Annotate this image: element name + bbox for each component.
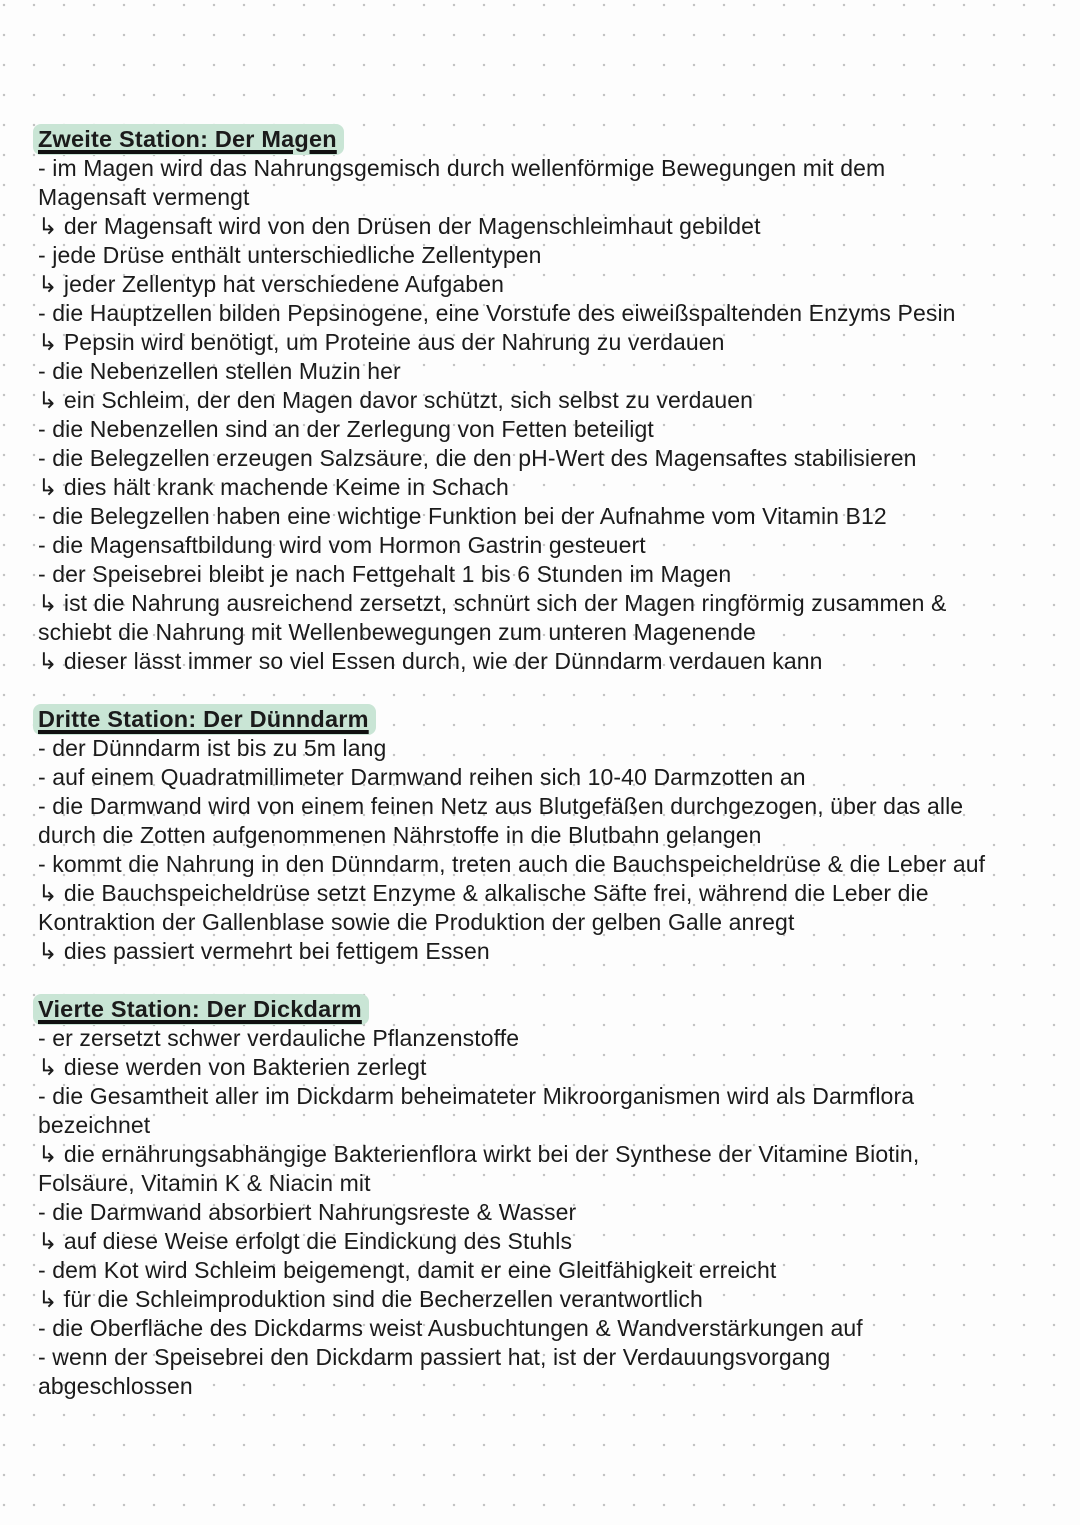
heading-highlight: Zweite Station: Der Magen — [33, 124, 344, 155]
note-line: - wenn der Speisebrei den Dickdarm passiert hat, ist der Verdauungsvorgang — [38, 1344, 831, 1370]
note-line: ↳ jeder Zellentyp hat verschiedene Aufgaben — [38, 271, 504, 297]
notes-content — [38, 125, 1052, 1401]
note-line: ↳ die Bauchspeicheldrüse setzt Enzyme & alkalische Säfte frei, während die Leber die — [38, 880, 929, 906]
section-heading-dickdarm — [38, 995, 1052, 1024]
note-line: - er zersetzt schwer verdauliche Pflanzenstoffe — [38, 1025, 520, 1051]
note-line: - die Gesamtheit aller im Dickdarm beheimateter Mikroorganismen wird als Darmflora — [38, 1083, 915, 1109]
note-line: Magensaft vermengt — [38, 184, 250, 210]
note-line: ↳ dies hält krank machende Keime in Schach — [38, 474, 509, 500]
note-line: schiebt die Nahrung mit Wellenbewegungen zum unteren Magenende — [38, 619, 756, 645]
section-dickdarm — [38, 995, 1052, 1401]
note-line: ↳ auf diese Weise erfolgt die Eindickung des Stuhls — [38, 1228, 573, 1254]
note-line: - der Speisebrei bleibt je nach Fettgehalt 1 bis 6 Stunden im Magen — [38, 561, 732, 587]
note-line: - die Nebenzellen stellen Muzin her — [38, 358, 401, 384]
note-line: - die Belegzellen haben eine wichtige Funktion bei der Aufnahme vom Vitamin B12 — [38, 503, 887, 529]
note-line: Kontraktion der Gallenblase sowie die Produktion der gelben Galle anregt — [38, 909, 795, 935]
note-line: - jede Drüse enthält unterschiedliche Zellentypen — [38, 242, 542, 268]
note-line: ↳ Pepsin wird benötigt, um Proteine aus der Nahrung zu verdauen — [38, 329, 725, 355]
note-line: ↳ die ernährungsabhängige Bakterienflora wirkt bei der Synthese der Vitamine Biotin, — [38, 1141, 920, 1167]
note-line: - die Nebenzellen sind an der Zerlegung von Fetten beteiligt — [38, 416, 654, 442]
note-line: ↳ der Magensaft wird von den Drüsen der Magenschleimhaut gebildet — [38, 213, 761, 239]
note-line: ↳ dies passiert vermehrt bei fettigem Essen — [38, 938, 490, 964]
note-line: ↳ dieser lässt immer so viel Essen durch, wie der Dünndarm verdauen kann — [38, 648, 823, 674]
note-line: - im Magen wird das Nahrungsgemisch durch wellenförmige Bewegungen mit dem — [38, 155, 886, 181]
section-magen — [38, 125, 1052, 676]
note-line: - kommt die Nahrung in den Dünndarm, treten auch die Bauchspeicheldrüse & die Leber auf — [38, 851, 986, 877]
note-line: ↳ ist die Nahrung ausreichend zersetzt, schnürt sich der Magen ringförmig zusammen & — [38, 590, 947, 616]
note-line: - der Dünndarm ist bis zu 5m lang — [38, 735, 387, 761]
note-line: - die Belegzellen erzeugen Salzsäure, die den pH-Wert des Magensaftes stabilisieren — [38, 445, 917, 471]
note-line: Folsäure, Vitamin K & Niacin mit — [38, 1170, 371, 1196]
note-line: ↳ ein Schleim, der den Magen davor schützt, sich selbst zu verdauen — [38, 387, 754, 413]
note-line: - auf einem Quadratmillimeter Darmwand reihen sich 10-40 Darmzotten an — [38, 764, 806, 790]
heading-highlight: Vierte Station: Der Dickdarm — [33, 994, 369, 1025]
heading-highlight: Dritte Station: Der Dünndarm — [33, 704, 376, 735]
note-line: - die Darmwand wird von einem feinen Netz aus Blutgefäßen durchgezogen, über das alle — [38, 793, 964, 819]
section-duenndarm — [38, 705, 1052, 966]
note-line: - dem Kot wird Schleim beigemengt, damit er eine Gleitfähigkeit erreicht — [38, 1257, 777, 1283]
section-heading-duenndarm — [38, 705, 1052, 734]
note-line: - die Magensaftbildung wird vom Hormon Gastrin gesteuert — [38, 532, 646, 558]
section-heading-magen — [38, 125, 1052, 154]
note-line: - die Oberfläche des Dickdarms weist Ausbuchtungen & Wandverstärkungen auf — [38, 1315, 863, 1341]
note-line: abgeschlossen — [38, 1373, 193, 1399]
note-line: durch die Zotten aufgenommenen Nährstoffe in die Blutbahn gelangen — [38, 822, 762, 848]
note-line: - die Hauptzellen bilden Pepsinogene, eine Vorstufe des eiweißspaltenden Enzyms Pesin — [38, 300, 956, 326]
note-line: - die Darmwand absorbiert Nahrungsreste & Wasser — [38, 1199, 577, 1225]
note-line: ↳ diese werden von Bakterien zerlegt — [38, 1054, 427, 1080]
note-line: ↳ für die Schleimproduktion sind die Becherzellen verantwortlich — [38, 1286, 703, 1312]
note-line: bezeichnet — [38, 1112, 151, 1138]
